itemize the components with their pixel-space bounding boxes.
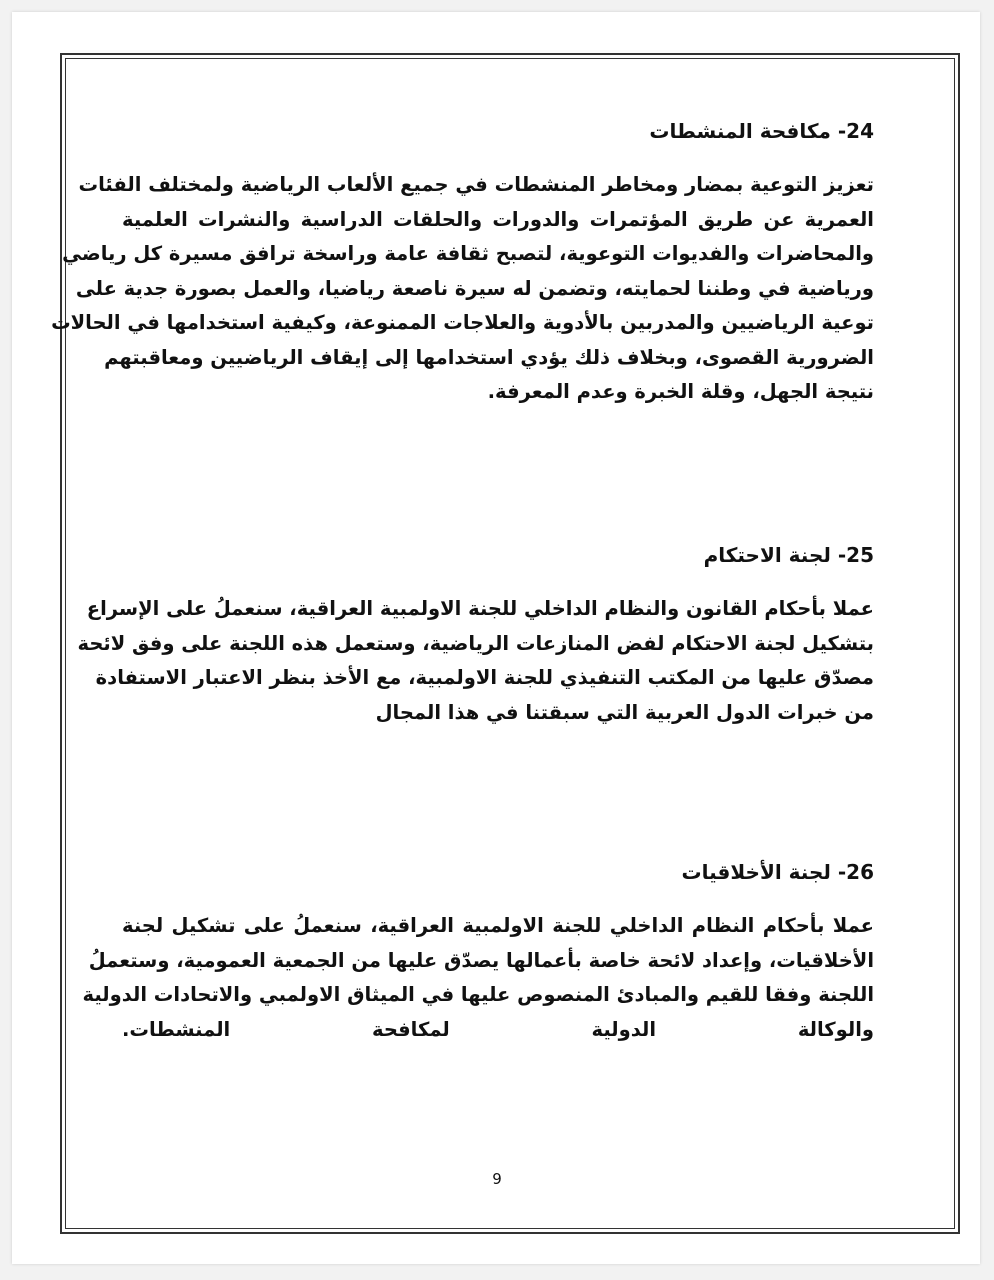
- section-heading: 26- لجنة الأخلاقيات: [681, 860, 874, 884]
- paragraph-line: من خبرات الدول العربية التي سبقتنا في هذا المجال: [375, 700, 874, 724]
- section-heading: 25- لجنة الاحتكام: [703, 543, 874, 567]
- paragraph-line: بتشكيل لجنة الاحتكام لفض المنازعات الرياضية، وستعمل هذه اللجنة على وفق لائحة: [77, 631, 874, 655]
- paragraph-line: العمرية عن طريق المؤتمرات والدورات والحلقات الدراسية والنشرات العلمية: [122, 207, 874, 231]
- paragraph-line: تعزيز التوعية بمضار ومخاطر المنشطات في جميع الألعاب الرياضية ولمختلف الفئات: [78, 173, 874, 196]
- paragraph-line: الضرورية القصوى، وبخلاف ذلك يؤدي استخدامها إلى إيقاف الرياضيين ومعاقبتهم: [104, 345, 874, 369]
- section-paragraph: [82, 909, 874, 1047]
- paragraph-line: والوكالة الدولية لمكافحة المنشطات.: [122, 1017, 874, 1041]
- paragraph-line: نتيجة الجهل، وقلة الخبرة وعدم المعرفة.: [487, 380, 874, 403]
- section-paragraph: [51, 168, 874, 410]
- paragraph-line: الأخلاقيات، وإعداد لائحة خاصة بأعمالها يصدّق عليها من الجمعية العمومية، وستعملُ: [88, 948, 874, 972]
- paragraph-line: مصدّق عليها من المكتب التنفيذي للجنة الاولمبية، مع الأخذ بنظر الاعتبار الاستفادة: [95, 666, 874, 689]
- section-heading: 24- مكافحة المنشطات: [649, 119, 874, 143]
- section-paragraph: [77, 592, 874, 730]
- paragraph-line: توعية الرياضيين والمدربين بالأدوية والعلاجات الممنوعة، وكيفية استخدامها في الحالات: [51, 311, 874, 334]
- page-number: 9: [492, 1170, 502, 1188]
- section-24: [51, 117, 874, 410]
- section-25: [77, 541, 874, 730]
- paragraph-line: ورياضية في وطننا لحمايته، وتضمن له سيرة ناصعة رياضيا، والعمل بصورة جدية على: [75, 276, 874, 300]
- paragraph-line: والمحاضرات والفديوات التوعوية، لتصبح ثقافة عامة وراسخة ترافق مسيرة كل رياضي: [62, 242, 874, 265]
- paragraph-line: عملا بأحكام القانون والنظام الداخلي للجنة الاولمبية العراقية، سنعملُ على الإسراع: [86, 597, 874, 620]
- section-26: [82, 858, 874, 1047]
- paragraph-line: عملا بأحكام النظام الداخلي للجنة الاولمبية العراقية، سنعملُ على تشكيل لجنة: [122, 914, 874, 937]
- paragraph-line: اللجنة وفقا للقيم والمبادئ المنصوص عليها في الميثاق الاولمبي والاتحادات الدولية: [82, 983, 874, 1006]
